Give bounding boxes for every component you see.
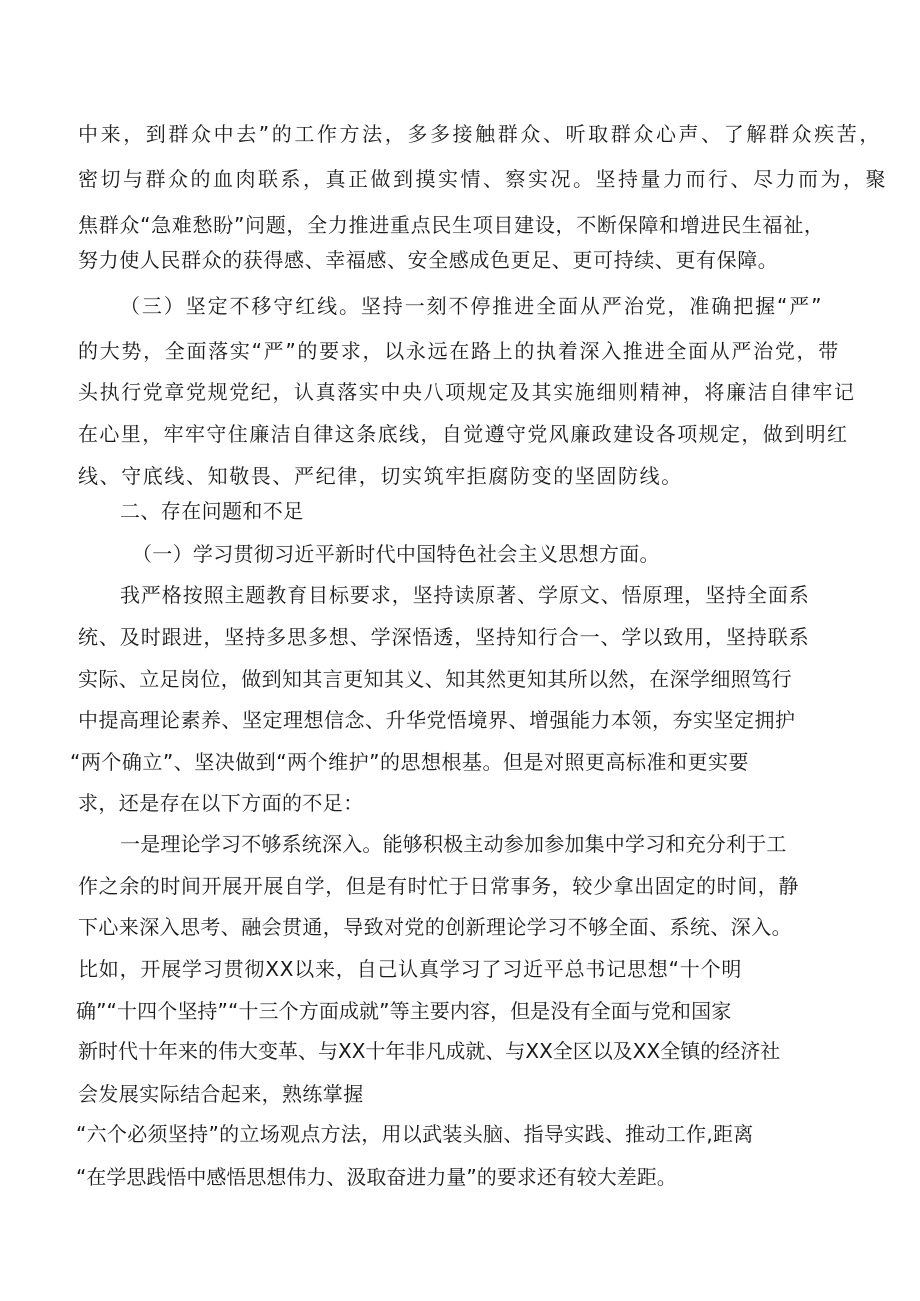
text-line: 求，还是存在以下方面的不足： [78, 791, 364, 815]
text-line: 比如，开展学习贯彻XX以来，自己认真学习了习近平总书记思想“十个明 [78, 957, 743, 981]
text-line: 下心来深入思考、融会贯通，导致对党的创新理论学习不够全面、系统、深入。 [78, 915, 792, 939]
text-line: 中来，到群众中去”的工作方法，多多接触群众、听取群众心声、了解群众疾苦， [78, 122, 882, 146]
text-line: 线、守底线、知敬畏、严纪律，切实筑牢拒腐防变的坚固防线。 [78, 464, 683, 488]
text-line: 一是理论学习不够系统深入。能够积极主动参加参加集中学习和充分利于工 [120, 832, 787, 856]
text-line: “在学思践悟中感悟思想伟力、汲取奋进力量”的要求还有较大差距。 [76, 1165, 677, 1189]
text-line: 确”“十四个坚持”“十三个方面成就”等主要内容，但是没有全面与党和国家 [76, 999, 732, 1023]
text-line: “六个必须坚持”的立场观点方法，用以武装头脑、指导实践、推动工作,距离 [76, 1122, 754, 1146]
text-line: “两个确立”、坚决做到“两个维护”的思想根基。但是对照更高标准和更实要 [70, 750, 749, 774]
text-line: 实际、立足岗位，做到知其言更知其义、知其然更知其所以然，在深学细照笃行 [78, 667, 792, 691]
text-line: 中提高理论素养、坚定理想信念、升华党悟境界、增强能力本领，夯实坚定拥护 [78, 708, 796, 732]
text-line: 焦群众“急难愁盼”问题，全力推进重点民生项目建设，不断保障和增进民生福祉， [78, 213, 825, 237]
section-heading-3: （三）坚定不移守红线。坚持一刻不停推进全面从严治党，准确把握“严” [120, 294, 824, 318]
text-line: 我严格按照主题教育目标要求，坚持读原著、学原文、悟原理，坚持全面系 [120, 583, 810, 607]
text-line: 努力使人民群众的获得感、幸福感、安全感成色更足、更可持续、更有保障。 [78, 248, 779, 272]
section-heading-problems: 二、存在问题和不足 [120, 499, 304, 523]
text-line: 的大势，全面落实“严”的要求，以永远在路上的执着深入推进全面从严治党，带 [78, 339, 840, 363]
text-line: 统、及时跟进，坚持多思多想、学深悟透，坚持知行合一、学以致用，坚持联系 [78, 625, 810, 649]
text-line: 头执行党章党规党纪，认真落实中央八项规定及其实施细则精神，将廉洁自律牢记 [78, 380, 856, 404]
subsection-heading-1: （一）学习贯彻习近平新时代中国特色社会主义思想方面。 [132, 542, 660, 566]
text-line: 在心里，牢牢守住廉洁自律这条底线，自觉遵守党风廉政建设各项规定，做到明红 [78, 422, 849, 446]
text-line: 密切与群众的血肉联系，真正做到摸实情、察实况。坚持量力而行、尽力而为，聚 [78, 167, 888, 191]
text-line: 新时代十年来的伟大变革、与XX十年非凡成就、与XX全区以及XX全镇的经济社 [78, 1039, 781, 1063]
text-line: 作之余的时间开展开展自学，但是有时忙于日常事务，较少拿出固定的时间，静 [78, 874, 799, 898]
text-line: 会发展实际结合起来，熟练掌握 [78, 1082, 364, 1106]
